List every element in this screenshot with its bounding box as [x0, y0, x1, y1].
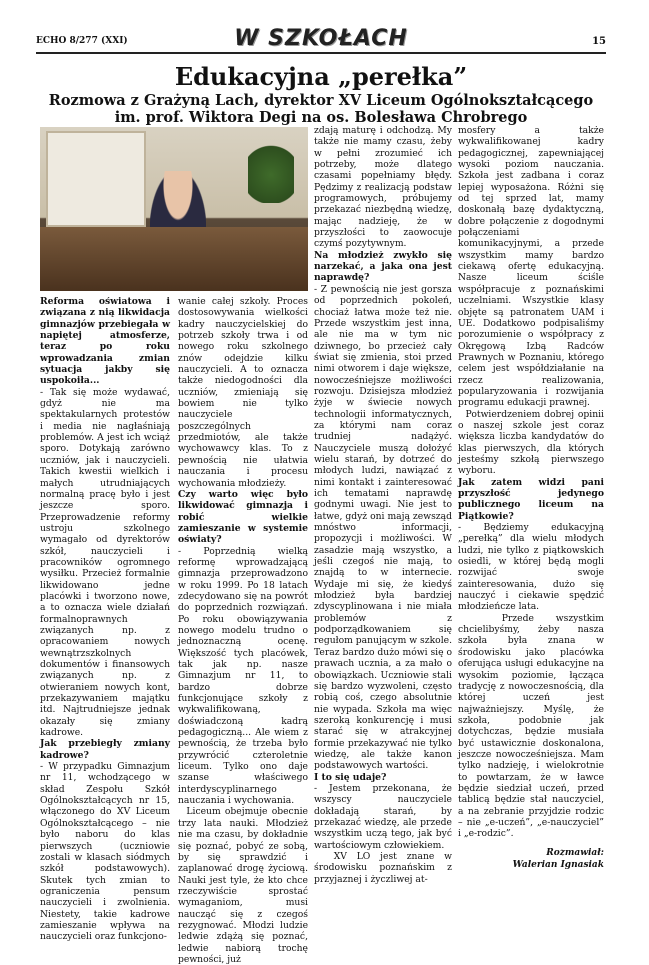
column-1: [40, 296, 174, 943]
photo-window: [46, 131, 146, 227]
column-2: [178, 296, 312, 965]
answer-text: - Poprzednią wielką reformę wprowadzającą gimnazja przeprowadzono w roku 1999. Po 18 latach zdecydowano się na powrót do poprzednich rozwiązań. Po roku obowiązywania nowego modelu trudno o jednoznaczną ocenę. Większość tych placówek, tak jak np. nasze Gimnazjum nr 11, to bardzo dobrze funkcjonujące szkoły z wykwalifikowaną, doświadczoną kadrą pedagogiczną... Ale wiem z pewnością, że trzeba było przywrócić czteroletnie liceum. Tylko ono daje szanse właściwego interdyscyplinarnego nauczania i wychowania. Liceum obejmuje obecnie trzy lata nauki. Młodzież nie ma czasu, by dokładnie się poznać, pobyć ze sobą, by się sprawdzić i zaplanować drogę życiową. Nauki jest tyle, że kto chce rzeczywiście sprostać wymaganiom, musi naucząć się z czegoś rezygnować. Młodzi ludzie ledwie zdążą się poznać, ledwie nabiorą trochę pewności, już: [178, 545, 308, 965]
director-photo: [40, 127, 308, 291]
section-title: W SZKOŁACH: [234, 26, 408, 51]
question: Na młodzież zwykło się narzekać, a jaka ona jest naprawdę?: [314, 249, 456, 284]
photo-plant: [248, 133, 294, 203]
photo-desk: [40, 227, 308, 291]
page-header: [36, 28, 606, 50]
answer-text: - Będziemy edukacyjną „perełką” dla wielu młodych ludzi, nie tylko z piątkowskich osiedli, w której będą mogli rozwijać swoje zainteresowania, dużo się nauczyć i ciekawie spędzić młodzieńcze lata. Przede wszystkim chcielibyśmy, żeby nasza szkoła była znana w środowisku jako placówka oferująca usługi edukacyjne na wysokim poziomie, łącząca tradycję z nowoczesnością, dla której uczeń jest najważniejszy. Myślę, że szkoła, podobnie jak dotychczas, będzie musiała być ustawicznie doskonalona, jeszcze nowocześniejsza. Mam tylko nadzieję, i wielokrotnie to powtarzam, że w ławce będzie siedział uczeń, przed tablicą będzie stał nauczyciel, a na zebranie przyjdzie rodzic – nie „e-uczeń”, „e-nauczyciel” i „e-rodzic”.: [458, 522, 605, 840]
lead-question: Reforma oświatowa i związana z nią likwidacja gimnazjów przebiegała w napiętej atmosferze, teraz po roku wprowadzania zmian sytuacja jakby się uspokoiła...: [40, 296, 174, 387]
answer-text: - Jestem przekonana, że wszyscy nauczyciele dokładają starań, by przekazać wiedzę, ale przede wszystkim uczą tego, jak być wartościowym człowiekiem. XV LO jest znane w środowisku poznańskim z przyjaznej i życzliwej at-: [314, 782, 453, 885]
article-title: Edukacyjna „perełka”: [174, 62, 468, 91]
column-4: [458, 125, 608, 840]
question: Jak przebiegły zmiany kadrowe?: [40, 738, 174, 761]
question: Czy warto więc było likwidować gimnazja i robić wielkie zamieszanie w systemie oświaty?: [178, 488, 312, 546]
signature-role: Rozmawiał:: [546, 848, 604, 858]
article-subtitle: Rozmowa z Grażyną Lach, dyrektor XV Liceum Ogólnokształcącego im. prof. Wiktora Degi na os. Bolesława Chrobrego: [48, 92, 594, 126]
signature: [458, 847, 604, 871]
answer-text: wanie całej szkoły. Proces dostosowywania wielkości kadry nauczycielskiej do potrzeb szkoły trwa i od nowego roku szkolnego znów odejdzie kilku nauczycieli. A to oznacza także niedogodności dla uczniów, zmieniają się bowiem nie tylko nauczyciele poszczególnych przedmiotów, ale także wychowawcy klas. To z pewnością nie ułatwia nauczania i procesu wychowania młodzieży.: [178, 296, 311, 489]
answer-text: - W przypadku Gimnazjum nr 11, wchodzącego w skład Zespołu Szkół Ogólnokształcących nr 15, włączonego do XV Liceum Ogólnokształcącego – nie było naboru do klas pierwszych (uczniowie zostali w klasach siódmych szkół podstawowych). Skutek tych zmian to ograniczenia pensum nauczycieli i zwolnienia. Niestety, takie kadrowe zamieszanie wpływa na nauczycieli oraz funkcjono-: [40, 761, 173, 943]
answer-text: mosfery a także wykwalifikowanej kadry pedagogicznej, zapewniającej wysoki poziom nauczania. Szkoła jest zadbana i coraz lepiej wyposażona. Różni się od tej sprzed lat, mamy doskonałą bazę dydaktyczną, dobre połączenie z dogodnymi połączeniami komunikacyjnymi, a przede wszystkim mamy bardzo ciekawą ofertę edukacyjną. Nasze liceum ściśle współpracuje z poznańskimi uczelniami. Wszystkie klasy objęte są patronatem UAM i UE. Dodatkowo podpisaliśmy porozumienie o współpracy z Okręgową Izbą Radców Prawnych w Poznaniu, którego celem jest współdziałanie na rzecz realizowania, popularyzowania i rozwijania programu edukacji prawnej. Potwierdzeniem dobrej opinii o naszej szkole jest coraz większa liczba kandydatów do klas pierwszych, dla których jesteśmy szkołą pierwszego wyboru.: [458, 125, 604, 477]
header-rule: [36, 52, 606, 54]
page-number: 15: [592, 36, 606, 47]
column-3: [314, 125, 456, 885]
question: Jak zatem widzi pani przyszłość jedynego publicznego liceum na Piątkowie?: [458, 476, 608, 522]
answer-text: zdają maturę i odchodzą. My także nie mamy czasu, żeby w pełni zrozumieć ich potrzeby, może dlatego czasami popełniamy błędy. Pędzimy z realizacją podstaw programowych, próbujemy przekazać niezbędną wiedzę, mając nadzieję, że w przyszłości to zaowocuje czymś pozytywnym.: [314, 125, 455, 250]
issue-label: ECHO 8/277 (XXI): [36, 36, 128, 46]
question: I to się udaje?: [314, 771, 387, 783]
answer-text: - Tak się może wydawać, gdyż nie ma spektakularnych protestów i media nie nagłaśniają problemów. A jest ich wciąż sporo. Dotykają zarówno uczniów, jak i nauczycieli. Takich kwestii wielkich i małych utrudniających normalną pracę było i jest jeszcze sporo. Przeprowadzenie reformy ustroju szkolnego wymagało od dyrektorów szkół, nauczycieli i pracowników ogromnego wysiłku. Przecież formalnie likwidowano jedne placówki i tworzono nowe, a to oznacza wiele działań formalnoprawnych związanych np. z opracowaniem nowych wewnątrzszkolnych dokumentów i finansowych związanych np. z otwieraniem nowych kont, przekazywaniem majątku itd. Najtrudniejsze jednak okazały się zmiany kadrowe.: [40, 386, 173, 739]
answer-text: - Z pewnością nie jest gorsza od poprzednich pokoleń, chociaż łatwa może też nie. Przede wszystkim jest inna, ale nie ma w tym nic dziwnego, bo przecież cały świat się zmienia, stoi przed nimi otworem i daje większe, nowocześniejsze możliwości rozwoju. Dzisiejsza młodzież żyje w świecie nowych technologii informatycznych, za którymi nam coraz trudniej nadążyć. Nauczyciele muszą dołożyć wielu starań, by dotrzeć do młodych ludzi, nawiązać z nimi kontakt i zainteresować ich tematami naprawdę godnymi uwagi. Nie jest to łatwe, gdyż oni mają zewsząd mnóstwo informacji, propozycji i możliwości. W zasadzie mają wszystko, a jeśli czegoś nie mają, to znajdą to w internecie. Wydaje mi się, że kiedyś młodzież była bardziej zdyscyplinowana i nie miała problemów z podporządkowaniem się regułom panującym w szkole. Teraz bardzo dużo mówi się o prawach ucznia, a za mało o obowiązkach. Uczniowie stali się bardzo wyzwoleni, często robią coś, czego absolutnie nie wypada. Szkoła ma więc szeroką konkurencję i musi starać się w atrakcyjnej formie przekazywać nie tylko wiedzę, ale także kanon podstawowych wartości.: [314, 283, 455, 772]
signature-name: Walerian Ignasiak: [512, 860, 604, 870]
